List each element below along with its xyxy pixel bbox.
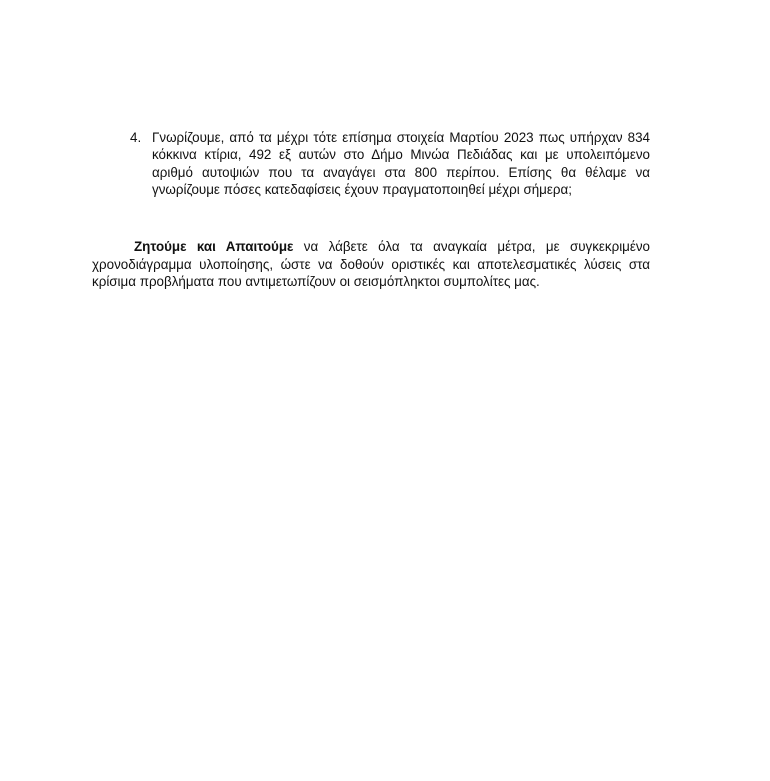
item-text: Γνωρίζουμε, από τα μέχρι τότε επίσημα στοιχεία Μαρτίου 2023 πως υπήρχαν 834 κόκκινα κτίρια, 492 εξ αυτών στο Δήμο Μινώα Πεδιάδας και με υπολειπόμενο αριθμό αυτοψιών που τα αναγάγει στα 800 περίπου. Επίσης θα θέλαμε να γνωρίζουμε πόσες κατεδαφίσεις έχουν πραγματοποιηθεί μέχρι σήμερα; (152, 130, 650, 198)
demand-bold-lead: Ζητούμε και Απαιτούμε (134, 239, 294, 255)
demand-paragraph (92, 238, 650, 290)
numbered-question-item (130, 129, 650, 199)
item-number: 4. (130, 130, 142, 145)
demand-text: να λάβετε όλα τα αναγκαία μέτρα, με συγκεκριμένο χρονοδιάγραμμα υλοποίησης, ώστε να δοθούν οριστικές και αποτελεσματικές λύσεις στα κρίσιμα προβλήματα που αντιμετωπίζουν οι σεισμόπληκτοι συμπολίτες μας. (92, 239, 651, 290)
